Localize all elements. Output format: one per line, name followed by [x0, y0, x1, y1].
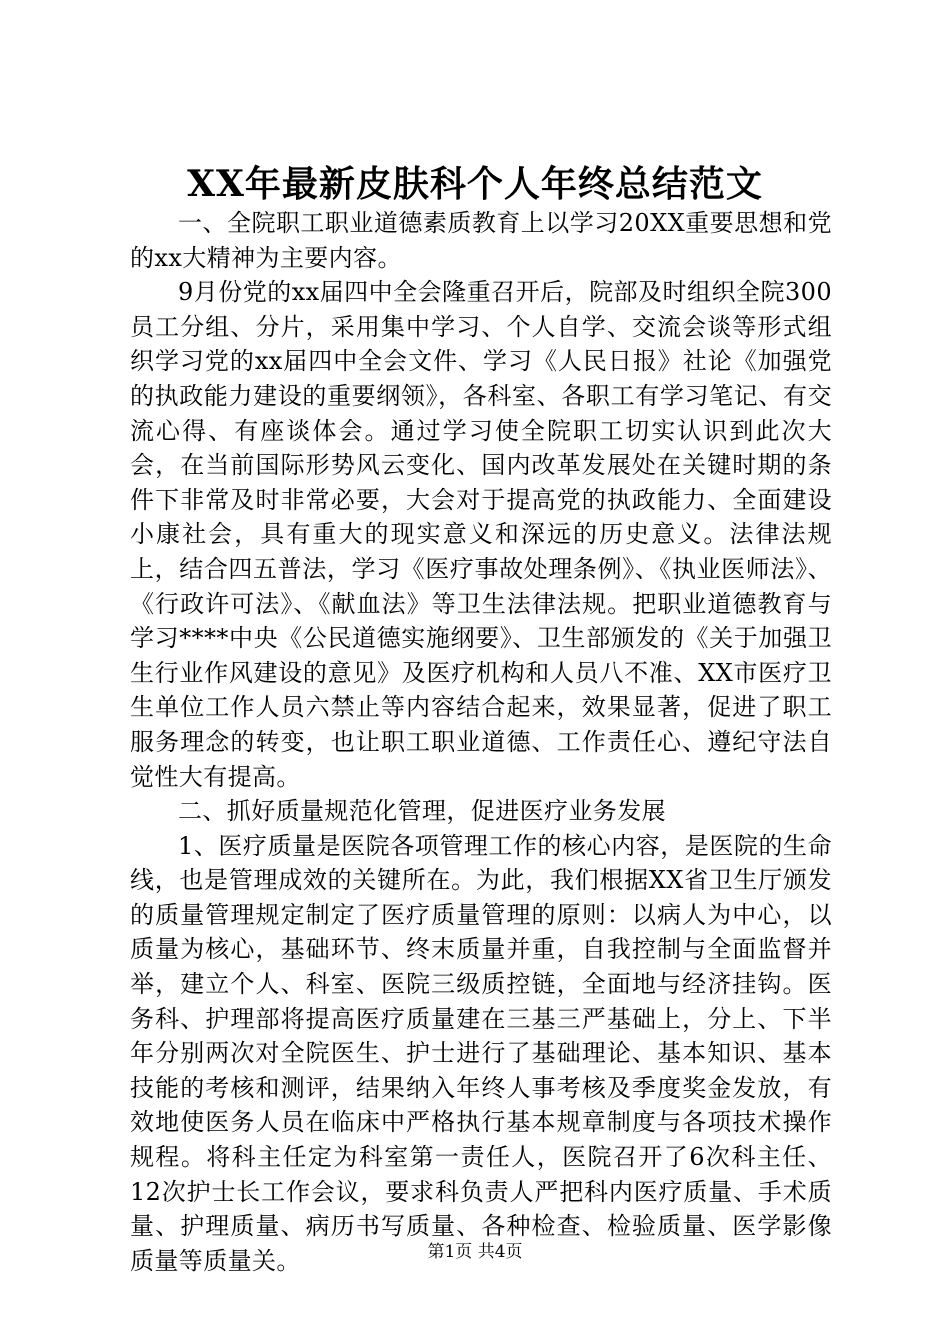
section-heading-2: 二、抓好质量规范化管理，促进医疗业务发展 [178, 797, 666, 826]
paragraph-1: 一、全院职工职业道德素质教育上以学习20XX重要思想和党的xx大精神为主要内容。 [130, 209, 832, 272]
paragraph-3: 1、医疗质量是医院各项管理工作的核心内容，是医院的生命线，也是管理成效的关键所在。为此，我们根据XX省卫生厅颁发的质量管理规定制定了医疗质量管理的原则：以病人为中心，以质量为核心，基础环节、终末质量并重，自我控制与全面监督并举，建立个人、科室、医院三级质控链，全面地与经济挂钩。医务科、护理部将提高医疗质量建在三基三严基础上，分上、下半年分别两次对全院医生、护士进行了基础理论、基本知识、基本技能的考核和测评，结果纳入年终人事考核及季度奖金发放，有效地使医务人员在临床中严格执行基本规章制度与各项技术操作规程。将科主任定为科室第一责任人，医院召开了6次科主任、12次护士长工作会议，要求科负责人严把科内医疗质量、手术质量、护理质量、病历书写质量、各种检查、检验质量、医学影像质量等质量关。 [130, 831, 832, 1275]
page-number-footer: 第1页 共4页 [427, 1242, 523, 1262]
document-body [130, 206, 832, 1278]
document-title: XX年最新皮肤科个人年终总结范文 [187, 163, 763, 205]
paragraph-2: 9月份党的xx届四中全会隆重召开后，院部及时组织全院300员工分组、分片，采用集中学习、个人自学、交流会谈等形式组织学习党的xx届四中全会文件、学习《人民日报》社论《加强党的执政能力建设的重要纲领》，各科室、各职工有学习笔记、有交流心得、有座谈体会。通过学习使全院职工切实认识到此次大会，在当前国际形势风云变化、国内改革发展处在关键时期的条件下非常及时非常必要，大会对于提高党的执政能力、全面建设小康社会，具有重大的现实意义和深远的历史意义。法律法规上，结合四五普法，学习《医疗事故处理条例》、《执业医师法》、《行政许可法》、《献血法》等卫生法律法规。把职业道德教育与学习****中央《公民道德实施纲要》、卫生部颁发的《关于加强卫生行业作风建设的意见》及医疗机构和人员八不准、XX市医疗卫生单位工作人员六禁止等内容结合起来，效果显著，促进了职工服务理念的转变，也让职工职业道德、工作责任心、遵纪守法自觉性大有提高。 [130, 278, 832, 791]
